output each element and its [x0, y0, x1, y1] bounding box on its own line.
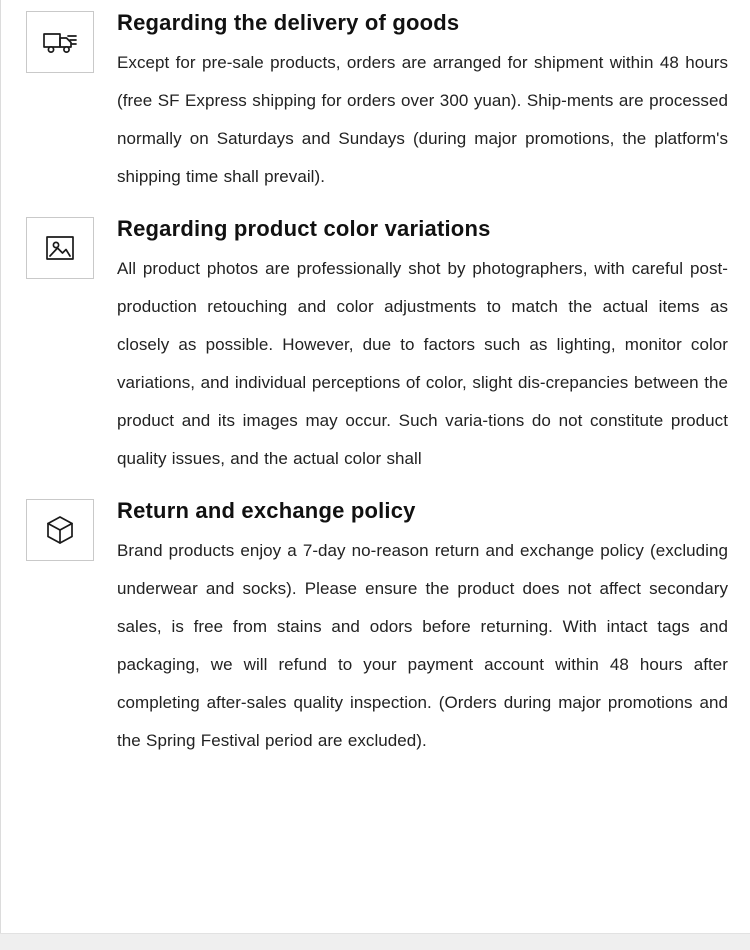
section-text-delivery: Except for pre-sale products, orders are arranged for shipment within 48 hours (free SF Express shipping for orders over 300 yuan). Ship-ments are processed normally on Saturdays and Sundays (during major promotions, the platform's shipping time shall prevail).	[117, 53, 728, 186]
policy-section-delivery	[0, 8, 750, 196]
policy-body-delivery	[94, 8, 728, 196]
section-text-returns: Brand products enjoy a 7-day no-reason return and exchange policy (excluding underwear and socks). Please ensure the product does not affect secondary sales, is free from stains and odors before returning. With intact tags and packaging, we will refund to your payment account within 48 hours after completing after-sales quality inspection. (Orders during major promotions and the Spring Festival period are excluded).	[117, 541, 728, 750]
delivery-truck-icon	[26, 11, 94, 73]
left-border-rail	[0, 0, 1, 934]
policy-section-color	[0, 214, 750, 478]
image-photo-icon	[26, 217, 94, 279]
policy-body-color	[94, 214, 728, 478]
policy-body-returns	[94, 496, 728, 760]
package-box-icon	[26, 499, 94, 561]
policy-section-returns	[0, 496, 750, 760]
section-title-delivery: Regarding the delivery of goods	[117, 10, 460, 35]
section-title-color: Regarding product color variations	[117, 216, 491, 241]
section-text-color: All product photos are professionally shot by photographers, with careful post-production retouching and color adjustments to match the actual items as closely as possible. However, due to factors such as lighting, monitor color variations, and individual perceptions of color, slight dis-crepancies between the product and its images may occur. Such varia-tions do not constitute product quality issues, and the actual color shall	[117, 259, 728, 468]
bottom-bar	[0, 933, 750, 950]
section-title-returns: Return and exchange policy	[117, 498, 416, 523]
